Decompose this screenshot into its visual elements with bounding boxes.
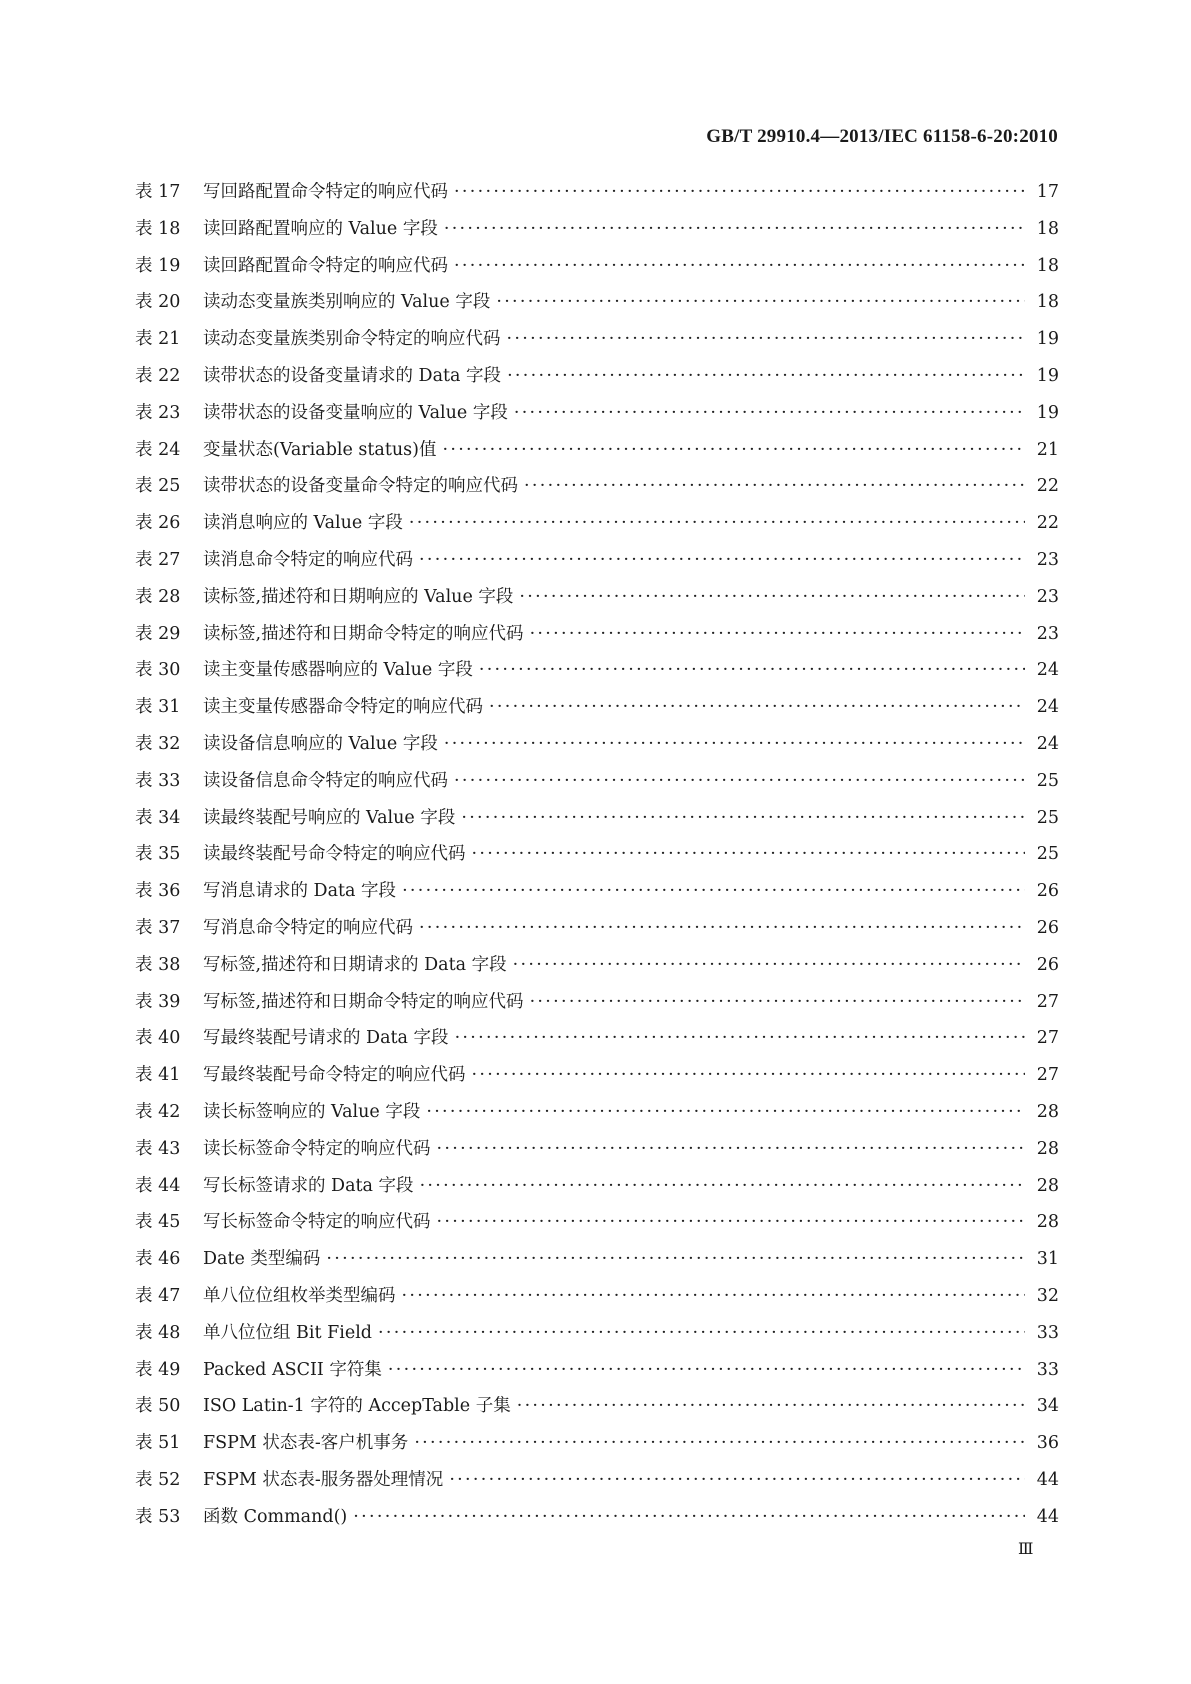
toc-entry-page: 36 [1036,1433,1059,1454]
toc-entry [135,873,1059,910]
toc-entry-label: 表 18 [135,218,181,239]
toc-entry-page: 22 [1036,476,1059,497]
page-number: Ⅲ [1018,1541,1034,1558]
toc-entry [135,505,1059,542]
toc-entry [135,1352,1059,1389]
toc-entry-title: 读主变量传感器响应的 Value 字段 [203,660,473,681]
toc-entry-label: 表 40 [135,1028,181,1049]
toc-entry-page: 31 [1036,1249,1059,1270]
toc-entry-label: 表 34 [135,807,181,828]
toc-dot-leader [519,579,1025,616]
toc-entry-label: 表 29 [135,623,181,644]
toc-entry-page: 18 [1036,255,1059,276]
toc-entry-label: 表 45 [135,1212,181,1233]
toc-entry-page: 23 [1036,623,1059,644]
toc-dot-leader [419,910,1025,947]
toc-entry [135,1020,1059,1057]
toc-entry [135,1241,1059,1278]
toc-entry [135,1168,1059,1205]
toc-entry-page: 28 [1036,1212,1059,1233]
toc-dot-leader [472,1057,1026,1094]
toc-entry-label: 表 36 [135,881,181,902]
toc-entry-title: 读带状态的设备变量请求的 Data 字段 [203,365,502,386]
toc-entry [135,1204,1059,1241]
toc-dot-leader [444,211,1025,248]
toc-entry-label: 表 43 [135,1138,181,1159]
toc-dot-leader [402,873,1025,910]
toc-dot-leader [420,1168,1025,1205]
toc-entry [135,947,1059,984]
toc-dot-leader [449,1462,1025,1499]
toc-entry-title: 读带状态的设备变量响应的 Value 字段 [203,402,508,423]
toc-entry [135,1094,1059,1131]
toc-dot-leader [514,395,1025,432]
toc-dot-leader [524,468,1025,505]
toc-entry-label: 表 25 [135,476,181,497]
toc-entry-title: 写标签,描述符和日期命令特定的响应代码 [203,991,524,1012]
toc-entry [135,652,1059,689]
toc-dot-leader [419,542,1025,579]
toc-entry-title: 单八位位组 Bit Field [203,1322,373,1343]
toc-entry [135,1388,1059,1425]
toc-entry-page: 27 [1036,1065,1059,1086]
toc-entry-title: 读回路配置命令特定的响应代码 [203,255,448,276]
toc-dot-leader [455,1020,1025,1057]
toc-entry-page: 24 [1036,733,1059,754]
toc-entry-label: 表 38 [135,954,181,975]
toc-entry-title: 读标签,描述符和日期命令特定的响应代码 [203,623,524,644]
toc-entry [135,910,1059,947]
toc-entry-page: 28 [1036,1101,1059,1122]
toc-entry-page: 22 [1036,513,1059,534]
toc-entry-title: 读消息响应的 Value 字段 [203,513,403,534]
toc-entry [135,321,1059,358]
toc-entry [135,579,1059,616]
toc-entry-label: 表 28 [135,586,181,607]
toc-dot-leader [472,836,1026,873]
toc-entry-title: Packed ASCII 字符集 [203,1359,382,1380]
toc-entry-page: 19 [1036,329,1059,350]
toc-entry-page: 24 [1036,660,1059,681]
toc-entry [135,1278,1059,1315]
toc-entry [135,1315,1059,1352]
toc-entry-title: 读长标签响应的 Value 字段 [203,1101,421,1122]
toc-entry [135,358,1059,395]
toc-dot-leader [437,1204,1026,1241]
toc-entry-title: 写标签,描述符和日期请求的 Data 字段 [203,954,507,975]
toc-entry-page: 27 [1036,991,1059,1012]
toc-entry-label: 表 21 [135,329,181,350]
toc-entry [135,542,1059,579]
toc-entry-title: 读最终装配号响应的 Value 字段 [203,807,456,828]
toc-entry-title: 读回路配置响应的 Value 字段 [203,218,438,239]
toc-entry-label: 表 20 [135,292,181,313]
toc-entry-page: 24 [1036,697,1059,718]
toc-dot-leader [414,1425,1025,1462]
toc-entry-page: 18 [1036,218,1059,239]
toc-dot-leader [507,358,1025,395]
toc-dot-leader [496,284,1025,321]
toc-entry-title: FSPM 状态表-服务器处理情况 [203,1469,444,1490]
toc-entry-title: 单八位位组枚举类型编码 [203,1285,396,1306]
toc-entry-title: 读主变量传感器命令特定的响应代码 [203,697,483,718]
toc-entry-page: 21 [1036,439,1059,460]
toc-dot-leader [489,689,1025,726]
toc-entry [135,432,1059,469]
toc-entry-label: 表 31 [135,697,181,718]
toc-entry-page: 25 [1036,844,1059,865]
toc-entry [135,1057,1059,1094]
toc-entry-title: FSPM 状态表-客户机事务 [203,1433,409,1454]
toc-dot-leader [461,800,1025,837]
toc-entry [135,211,1059,248]
toc-entry-title: 读带状态的设备变量命令特定的响应代码 [203,476,518,497]
toc-entry [135,1425,1059,1462]
toc-dot-leader [444,726,1025,763]
toc-entry-title: 读消息命令特定的响应代码 [203,549,413,570]
toc-entry-label: 表 53 [135,1506,181,1527]
toc-entry-page: 27 [1036,1028,1059,1049]
toc-entry-title: 写消息命令特定的响应代码 [203,917,413,938]
toc-entry-page: 25 [1036,770,1059,791]
toc-entry-label: 表 22 [135,365,181,386]
toc-dot-leader [426,1094,1025,1131]
toc-entry-title: 写最终装配号请求的 Data 字段 [203,1028,449,1049]
toc-entry [135,800,1059,837]
toc-entry [135,726,1059,763]
toc-entry [135,763,1059,800]
toc-entry [135,836,1059,873]
toc-entry [135,1499,1059,1536]
toc-dot-leader [437,1131,1026,1168]
toc-entry-label: 表 39 [135,991,181,1012]
toc-entry [135,284,1059,321]
toc-dot-leader [388,1352,1025,1389]
toc-entry-page: 44 [1036,1469,1059,1490]
toc-entry [135,616,1059,653]
toc-entry-label: 表 27 [135,549,181,570]
toc-dot-leader [353,1499,1025,1536]
toc-entry-title: 读长标签命令特定的响应代码 [203,1138,431,1159]
toc-entry-label: 表 49 [135,1359,181,1380]
toc-entry-label: 表 23 [135,402,181,423]
toc-entry [135,1131,1059,1168]
toc-entry-page: 32 [1036,1285,1059,1306]
toc-entry [135,1462,1059,1499]
toc-entry-title: 读最终装配号命令特定的响应代码 [203,844,466,865]
toc-entry [135,395,1059,432]
toc-dot-leader [454,174,1025,211]
toc-entry-title: 函数 Command() [203,1506,348,1527]
toc-dot-leader [507,321,1026,358]
toc-entry [135,248,1059,285]
toc-entry-title: 变量状态(Variable status)值 [203,439,437,460]
toc-entry-label: 表 37 [135,917,181,938]
toc-entry-title: ISO Latin-1 字符的 AccepTable 子集 [203,1396,511,1417]
toc-entry-label: 表 33 [135,770,181,791]
toc-entry-title: 写消息请求的 Data 字段 [203,881,397,902]
toc-entry-title: 写最终装配号命令特定的响应代码 [203,1065,466,1086]
toc-entry-label: 表 51 [135,1433,181,1454]
toc-dot-leader [513,947,1025,984]
toc-entry-page: 28 [1036,1138,1059,1159]
toc-dot-leader [479,652,1025,689]
toc-entry-page: 26 [1036,954,1059,975]
toc-entry-page: 33 [1036,1359,1059,1380]
toc-dot-leader [454,763,1025,800]
toc-entry-label: 表 30 [135,660,181,681]
toc-entry-label: 表 44 [135,1175,181,1196]
toc-entry-title: 读动态变量族类别命令特定的响应代码 [203,329,501,350]
toc-entry-page: 17 [1036,182,1059,202]
toc-entry-label: 表 42 [135,1101,181,1122]
toc-entry-title: 读设备信息命令特定的响应代码 [203,770,448,791]
toc-entry [135,689,1059,726]
toc-entry-label: 表 47 [135,1285,181,1306]
toc-entry-title: 写回路配置命令特定的响应代码 [203,182,448,202]
toc-entry-page: 19 [1036,365,1059,386]
toc-entry [135,984,1059,1021]
toc-entry [135,174,1059,211]
toc-dot-leader [326,1241,1025,1278]
toc-entry-label: 表 41 [135,1065,181,1086]
toc-dot-leader [442,432,1025,469]
toc-entry-page: 23 [1036,549,1059,570]
toc-dot-leader [454,248,1025,285]
toc-entry-label: 表 52 [135,1469,181,1490]
toc-entry-label: 表 48 [135,1322,181,1343]
toc-entry-page: 33 [1036,1322,1059,1343]
toc-entry-page: 26 [1036,881,1059,902]
toc-entry-page: 23 [1036,586,1059,607]
toc-dot-leader [530,984,1025,1021]
toc-entry-label: 表 46 [135,1249,181,1270]
toc-dot-leader [409,505,1025,542]
toc-dot-leader [530,616,1025,653]
toc-entry-page: 44 [1036,1506,1059,1527]
toc-entry-label: 表 19 [135,255,181,276]
toc-dot-leader [517,1388,1025,1425]
toc-entry-title: 写长标签命令特定的响应代码 [203,1212,431,1233]
standard-code-header: GB/T 29910.4—2013/IEC 61158-6-20:2010 [706,126,1058,147]
toc-entry-label: 表 24 [135,439,181,460]
toc-dot-leader [402,1278,1026,1315]
toc-entry-page: 26 [1036,917,1059,938]
toc-entry-title: 读标签,描述符和日期响应的 Value 字段 [203,586,514,607]
toc-entry-title: 读设备信息响应的 Value 字段 [203,733,438,754]
toc-dot-leader [378,1315,1025,1352]
toc-entry-label: 表 17 [135,182,181,202]
toc-entry-page: 25 [1036,807,1059,828]
toc-entry-label: 表 26 [135,513,181,534]
toc-entry-label: 表 35 [135,844,181,865]
toc-entry-page: 19 [1036,402,1059,423]
toc-entry-label: 表 50 [135,1396,181,1417]
toc-entry-title: 写长标签请求的 Data 字段 [203,1175,414,1196]
toc-entry-page: 34 [1036,1396,1059,1417]
table-of-contents [135,174,1059,1535]
toc-entry-title: 读动态变量族类别响应的 Value 字段 [203,292,491,313]
toc-entry-page: 28 [1036,1175,1059,1196]
toc-entry [135,468,1059,505]
toc-entry-page: 18 [1036,292,1059,313]
toc-entry-title: Date 类型编码 [203,1249,321,1270]
toc-entry-label: 表 32 [135,733,181,754]
